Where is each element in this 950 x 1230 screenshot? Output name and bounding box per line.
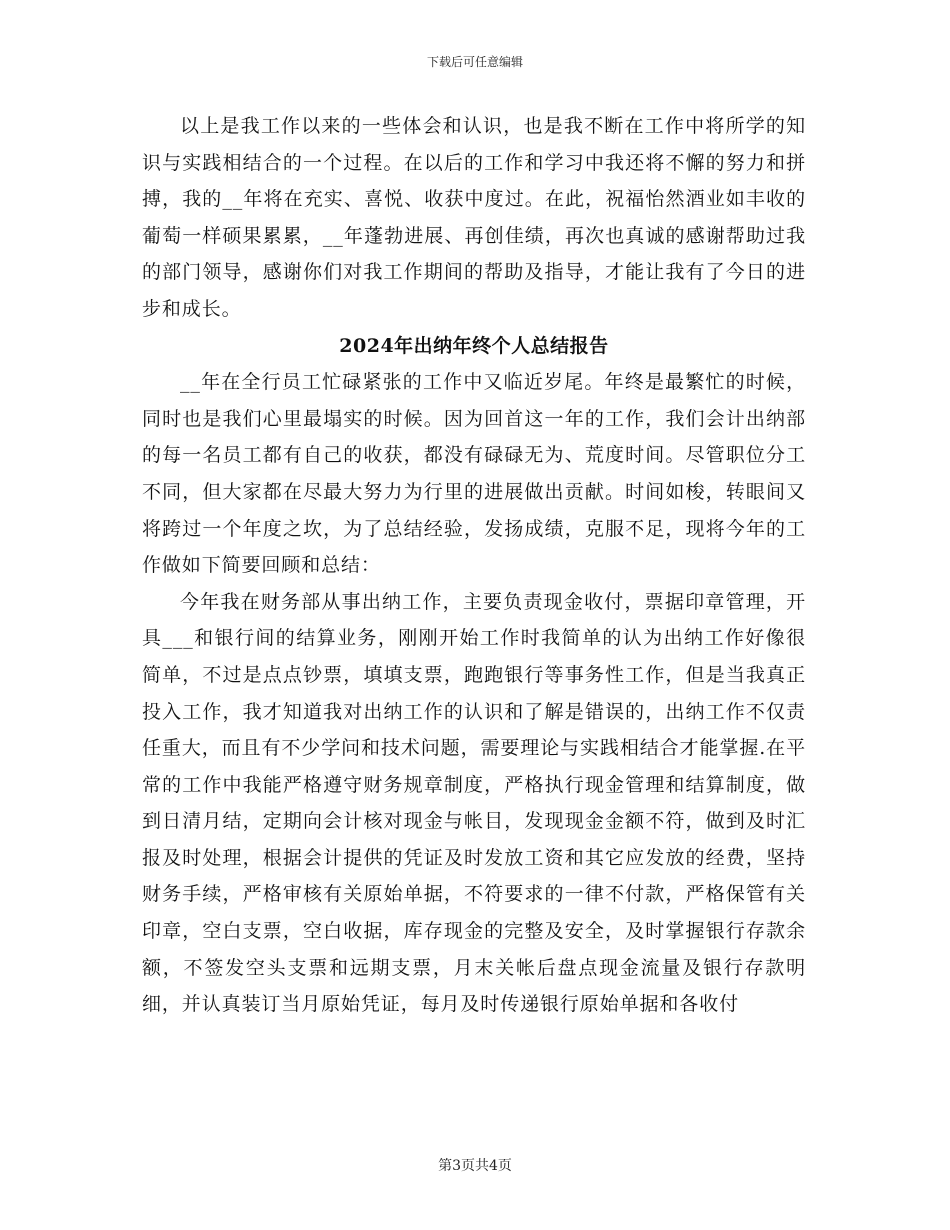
paragraph-closing: 以上是我工作以来的一些体会和认识，也是我不断在工作中将所学的知识与实践相结合的一个过程。在以后的工作和学习中我还将不懈的努力和拼搏，我的__年将在充实、喜悦、收获中度过。在此，祝福怡然酒业如丰收的葡萄一样硕果累累，__年蓬勃进展、再创佳绩，再次也真诚的感谢帮助过我的部门领导，感谢你们对我工作期间的帮助及指导，才能让我有了今日的进步和成长。 (142, 115, 806, 320)
page-number-footer: 第3页共4页 (438, 1158, 512, 1174)
report-title: 2024年出纳年终个人总结报告 (339, 334, 609, 357)
paragraph-intro: __年在全行员工忙碌紧张的工作中又临近岁尾。年终是最繁忙的时候，同时也是我们心里最塌实的时候。因为回首这一年的工作，我们会计出纳部的每一名员工都有自己的收获，都没有碌碌无为、荒度时间。尽管职位分工不同，但大家都在尽最大努力为行里的进展做出贡献。时间如梭，转眼间又将跨过一个年度之坎，为了总结经验，发扬成绩，克服不足，现将今年的工作做如下简要回顾和总结： (142, 371, 806, 577)
paragraph-work-duties: 今年我在财务部从事出纳工作，主要负责现金收付，票据印章管理，开具___和银行间的结算业务，刚刚开始工作时我简单的认为出纳工作好像很简单，不过是点点钞票，填填支票，跑跑银行等事务性工作，但是当我真正投入工作，我才知道我对出纳工作的认识和了解是错误的，出纳工作不仅责任重大，而且有不少学问和技术问题，需要理论与实践相结合才能掌握.在平常的工作中我能严格遵守财务规章制度，严格执行现金管理和结算制度，做到日清月结，定期向会计核对现金与帐目，发现现金金额不符，做到及时汇报及时处理，根据会计提供的凭证及时发放工资和其它应发放的经费，坚持财务手续，严格审核有关原始单据，不符要求的一律不付款，严格保管有关印章，空白支票，空白收据，库存现金的完整及安全，及时掌握银行存款余额，不签发空头支票和远期支票，月末关帐后盘点现金流量及银行存款明细，并认真装订当月原始凭证，每月及时传递银行原始单据和各收付 (142, 590, 806, 1016)
document-body (142, 108, 806, 1023)
page-header-note: 下载后可任意编辑 (426, 55, 523, 69)
